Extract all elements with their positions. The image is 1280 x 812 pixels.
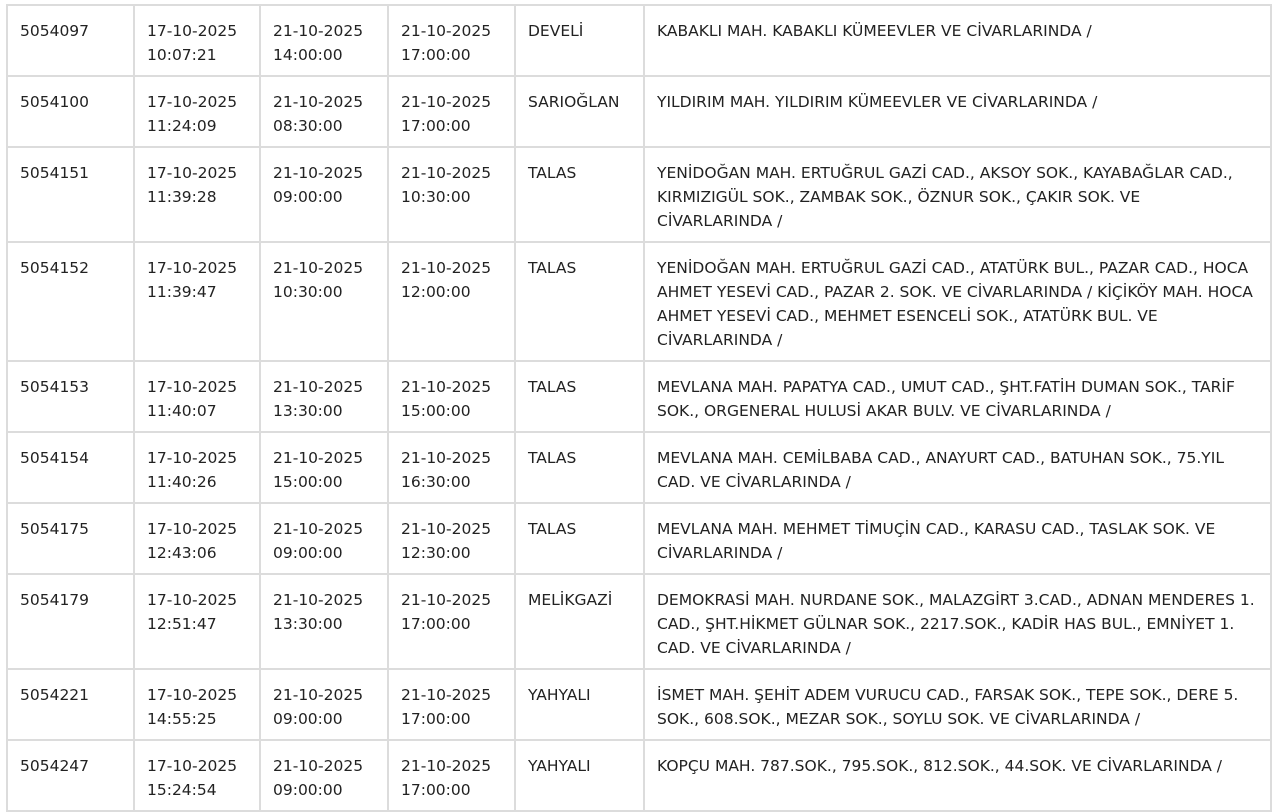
end-at-cell — [388, 76, 515, 147]
outage-id-cell: 5054097 — [7, 5, 134, 76]
start-date: 21-10-2025 — [273, 93, 364, 111]
created-date: 17-10-2025 — [147, 164, 238, 182]
end-at-cell — [388, 361, 515, 432]
created-at-cell — [134, 432, 260, 503]
end-time: 17:00:00 — [401, 615, 471, 633]
end-date: 21-10-2025 — [401, 520, 492, 538]
created-time: 11:39:47 — [147, 283, 217, 301]
created-time: 11:39:28 — [147, 188, 217, 206]
location-cell: MEVLANA MAH. PAPATYA CAD., UMUT CAD., ŞHT.FATİH DUMAN SOK., TARİF SOK., ORGENERAL HULUSİ AKAR BULV. VE CİVARLARINDA / — [644, 361, 1271, 432]
table-row — [7, 242, 1271, 361]
created-time: 12:43:06 — [147, 544, 217, 562]
location-cell: MEVLANA MAH. CEMİLBABA CAD., ANAYURT CAD., BATUHAN SOK., 75.YIL CAD. VE CİVARLARINDA / — [644, 432, 1271, 503]
outage-table-body — [7, 5, 1271, 811]
start-date: 21-10-2025 — [273, 757, 364, 775]
start-at-cell — [260, 574, 388, 669]
created-time: 11:40:26 — [147, 473, 217, 491]
location-cell: İSMET MAH. ŞEHİT ADEM VURUCU CAD., FARSAK SOK., TEPE SOK., DERE 5. SOK., 608.SOK., MEZAR SOK., SOYLU SOK. VE CİVARLARINDA / — [644, 669, 1271, 740]
start-time: 08:30:00 — [273, 117, 343, 135]
created-time: 15:24:54 — [147, 781, 217, 799]
district-cell: MELİKGAZİ — [515, 574, 644, 669]
district-cell: TALAS — [515, 242, 644, 361]
created-date: 17-10-2025 — [147, 449, 238, 467]
created-time: 11:40:07 — [147, 402, 217, 420]
created-at-cell — [134, 740, 260, 811]
start-time: 13:30:00 — [273, 615, 343, 633]
outage-id-cell: 5054247 — [7, 740, 134, 811]
end-time: 17:00:00 — [401, 781, 471, 799]
end-date: 21-10-2025 — [401, 449, 492, 467]
table-row — [7, 503, 1271, 574]
table-row — [7, 147, 1271, 242]
end-date: 21-10-2025 — [401, 22, 492, 40]
created-date: 17-10-2025 — [147, 378, 238, 396]
start-time: 09:00:00 — [273, 710, 343, 728]
end-time: 16:30:00 — [401, 473, 471, 491]
district-cell: YAHYALI — [515, 740, 644, 811]
location-cell: KOPÇU MAH. 787.SOK., 795.SOK., 812.SOK., 44.SOK. VE CİVARLARINDA / — [644, 740, 1271, 811]
outage-id-cell: 5054152 — [7, 242, 134, 361]
start-time: 10:30:00 — [273, 283, 343, 301]
district-cell: TALAS — [515, 432, 644, 503]
district-cell: YAHYALI — [515, 669, 644, 740]
created-date: 17-10-2025 — [147, 520, 238, 538]
start-at-cell — [260, 76, 388, 147]
start-time: 13:30:00 — [273, 402, 343, 420]
end-time: 12:30:00 — [401, 544, 471, 562]
end-at-cell — [388, 574, 515, 669]
created-time: 14:55:25 — [147, 710, 217, 728]
location-cell: KABAKLI MAH. KABAKLI KÜMEEVLER VE CİVARLARINDA / — [644, 5, 1271, 76]
end-at-cell — [388, 432, 515, 503]
start-at-cell — [260, 147, 388, 242]
table-row — [7, 574, 1271, 669]
start-date: 21-10-2025 — [273, 164, 364, 182]
table-row — [7, 432, 1271, 503]
location-cell: MEVLANA MAH. MEHMET TİMUÇİN CAD., KARASU CAD., TASLAK SOK. VE CİVARLARINDA / — [644, 503, 1271, 574]
created-at-cell — [134, 669, 260, 740]
end-at-cell — [388, 5, 515, 76]
location-cell: DEMOKRASİ MAH. NURDANE SOK., MALAZGİRT 3.CAD., ADNAN MENDERES 1. CAD., ŞHT.HİKMET GÜLNAR SOK., 2217.SOK., KADİR HAS BUL., EMNİYET 1. CAD. VE CİVARLARINDA / — [644, 574, 1271, 669]
outage-id-cell: 5054221 — [7, 669, 134, 740]
table-row — [7, 76, 1271, 147]
end-at-cell — [388, 740, 515, 811]
outage-id-cell: 5054179 — [7, 574, 134, 669]
outage-id-cell: 5054154 — [7, 432, 134, 503]
location-cell: YENİDOĞAN MAH. ERTUĞRUL GAZİ CAD., ATATÜRK BUL., PAZAR CAD., HOCA AHMET YESEVİ CAD., PAZAR 2. SOK. VE CİVARLARINDA / KİÇİKÖY MAH. HOCA AHMET YESEVİ CAD., MEHMET ESENCELİ SOK., ATATÜRK BUL. VE CİVARLARINDA / — [644, 242, 1271, 361]
end-at-cell — [388, 242, 515, 361]
end-date: 21-10-2025 — [401, 259, 492, 277]
end-date: 21-10-2025 — [401, 93, 492, 111]
start-time: 09:00:00 — [273, 781, 343, 799]
table-row — [7, 669, 1271, 740]
created-date: 17-10-2025 — [147, 757, 238, 775]
district-cell: SARIOĞLAN — [515, 76, 644, 147]
start-at-cell — [260, 503, 388, 574]
created-date: 17-10-2025 — [147, 93, 238, 111]
outage-id-cell: 5054100 — [7, 76, 134, 147]
created-date: 17-10-2025 — [147, 686, 238, 704]
created-time: 11:24:09 — [147, 117, 217, 135]
end-date: 21-10-2025 — [401, 164, 492, 182]
end-time: 10:30:00 — [401, 188, 471, 206]
end-date: 21-10-2025 — [401, 378, 492, 396]
end-date: 21-10-2025 — [401, 591, 492, 609]
end-time: 15:00:00 — [401, 402, 471, 420]
created-at-cell — [134, 76, 260, 147]
end-date: 21-10-2025 — [401, 686, 492, 704]
created-at-cell — [134, 242, 260, 361]
table-row — [7, 740, 1271, 811]
created-at-cell — [134, 503, 260, 574]
start-at-cell — [260, 432, 388, 503]
end-time: 12:00:00 — [401, 283, 471, 301]
start-date: 21-10-2025 — [273, 520, 364, 538]
end-time: 17:00:00 — [401, 117, 471, 135]
end-time: 17:00:00 — [401, 710, 471, 728]
created-at-cell — [134, 574, 260, 669]
start-date: 21-10-2025 — [273, 591, 364, 609]
start-date: 21-10-2025 — [273, 259, 364, 277]
end-at-cell — [388, 669, 515, 740]
start-at-cell — [260, 740, 388, 811]
start-time: 15:00:00 — [273, 473, 343, 491]
start-at-cell — [260, 361, 388, 432]
start-time: 09:00:00 — [273, 188, 343, 206]
location-cell: YILDIRIM MAH. YILDIRIM KÜMEEVLER VE CİVARLARINDA / — [644, 76, 1271, 147]
outage-id-cell: 5054175 — [7, 503, 134, 574]
start-date: 21-10-2025 — [273, 22, 364, 40]
created-at-cell — [134, 5, 260, 76]
start-at-cell — [260, 5, 388, 76]
end-at-cell — [388, 147, 515, 242]
start-date: 21-10-2025 — [273, 686, 364, 704]
created-date: 17-10-2025 — [147, 591, 238, 609]
start-time: 09:00:00 — [273, 544, 343, 562]
created-date: 17-10-2025 — [147, 259, 238, 277]
table-row — [7, 5, 1271, 76]
district-cell: TALAS — [515, 147, 644, 242]
start-at-cell — [260, 669, 388, 740]
created-at-cell — [134, 147, 260, 242]
start-date: 21-10-2025 — [273, 449, 364, 467]
start-date: 21-10-2025 — [273, 378, 364, 396]
start-at-cell — [260, 242, 388, 361]
district-cell: DEVELİ — [515, 5, 644, 76]
table-row — [7, 361, 1271, 432]
created-time: 10:07:21 — [147, 46, 217, 64]
outage-id-cell: 5054151 — [7, 147, 134, 242]
start-time: 14:00:00 — [273, 46, 343, 64]
created-date: 17-10-2025 — [147, 22, 238, 40]
district-cell: TALAS — [515, 503, 644, 574]
end-time: 17:00:00 — [401, 46, 471, 64]
district-cell: TALAS — [515, 361, 644, 432]
location-cell: YENİDOĞAN MAH. ERTUĞRUL GAZİ CAD., AKSOY SOK., KAYABAĞLAR CAD., KIRMIZIGÜL SOK., ZAMBAK SOK., ÖZNUR SOK., ÇAKIR SOK. VE CİVARLARINDA / — [644, 147, 1271, 242]
outage-table — [6, 4, 1272, 812]
end-date: 21-10-2025 — [401, 757, 492, 775]
created-time: 12:51:47 — [147, 615, 217, 633]
end-at-cell — [388, 503, 515, 574]
created-at-cell — [134, 361, 260, 432]
outage-id-cell: 5054153 — [7, 361, 134, 432]
